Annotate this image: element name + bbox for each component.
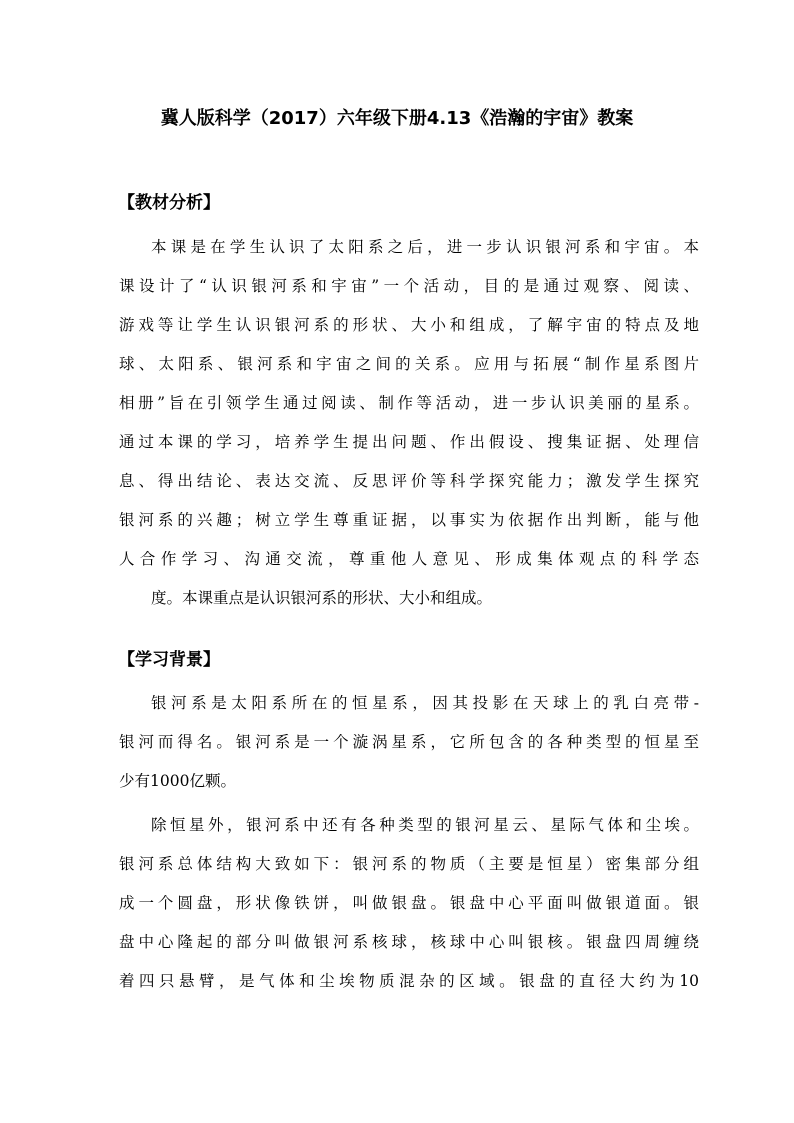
- paragraph-line: 游戏等让学生认识银河系的形状、大小和组成，了解宇宙的特点及地: [119, 316, 699, 334]
- paragraph-line: 课设计了“认识银河系和宇宙”一个活动，目的是通过观察、阅读、: [119, 277, 699, 295]
- section-heading-textbook-analysis: 【教材分析】: [118, 193, 220, 213]
- paragraph-line: 除恒星外，银河系中还有各种类型的银河星云、星际气体和尘埃。: [151, 816, 699, 834]
- paragraph-line: 银河系的兴趣；树立学生尊重证据，以事实为依据作出判断，能与他: [119, 511, 699, 529]
- learning-background-paragraph-2: [119, 806, 699, 1001]
- paragraph-line: 相册”旨在引领学生通过阅读、制作等活动，进一步认识美丽的星系。: [119, 394, 699, 412]
- section-heading-learning-background: 【学习背景】: [118, 650, 220, 670]
- textbook-analysis-paragraph: [119, 228, 699, 618]
- learning-background-paragraph-1: [119, 684, 699, 801]
- paragraph-line: 盘中心隆起的部分叫做银河系核球，核球中心叫银核。银盘四周缠绕: [119, 933, 699, 951]
- paragraph-line: 度。本课重点是认识银河系的形状、大小和组成。: [151, 589, 493, 607]
- paragraph-line: 息、得出结论、表达交流、反思评价等科学探究能力；激发学生探究: [119, 472, 699, 490]
- paragraph-line: 银河系是太阳系所在的恒星系，因其投影在天球上的乳白亮带-: [151, 694, 699, 712]
- paragraph-line: 着四只悬臂，是气体和尘埃物质混杂的区域。银盘的直径大约为10: [119, 972, 699, 990]
- paragraph-line: 银河而得名。银河系是一个漩涡星系，它所包含的各种类型的恒星至: [119, 733, 699, 751]
- paragraph-line: 人合作学习、沟通交流，尊重他人意见、形成集体观点的科学态: [119, 550, 699, 568]
- paragraph-line: 少有1000亿颗。: [119, 772, 236, 790]
- paragraph-line: 通过本课的学习，培养学生提出问题、作出假设、搜集证据、处理信: [119, 433, 699, 451]
- paragraph-line: 本课是在学生认识了太阳系之后，进一步认识银河系和宇宙。本: [151, 238, 699, 256]
- paragraph-line: 球、太阳系、银河系和宇宙之间的关系。应用与拓展“制作星系图片: [119, 355, 699, 373]
- document-title: 冀人版科学（2017）六年级下册4.13《浩瀚的宇宙》教案: [160, 108, 634, 129]
- paragraph-line: 成一个圆盘，形状像铁饼，叫做银盘。银盘中心平面叫做银道面。银: [119, 894, 699, 912]
- paragraph-line: 银河系总体结构大致如下：银河系的物质（主要是恒星）密集部分组: [119, 855, 699, 873]
